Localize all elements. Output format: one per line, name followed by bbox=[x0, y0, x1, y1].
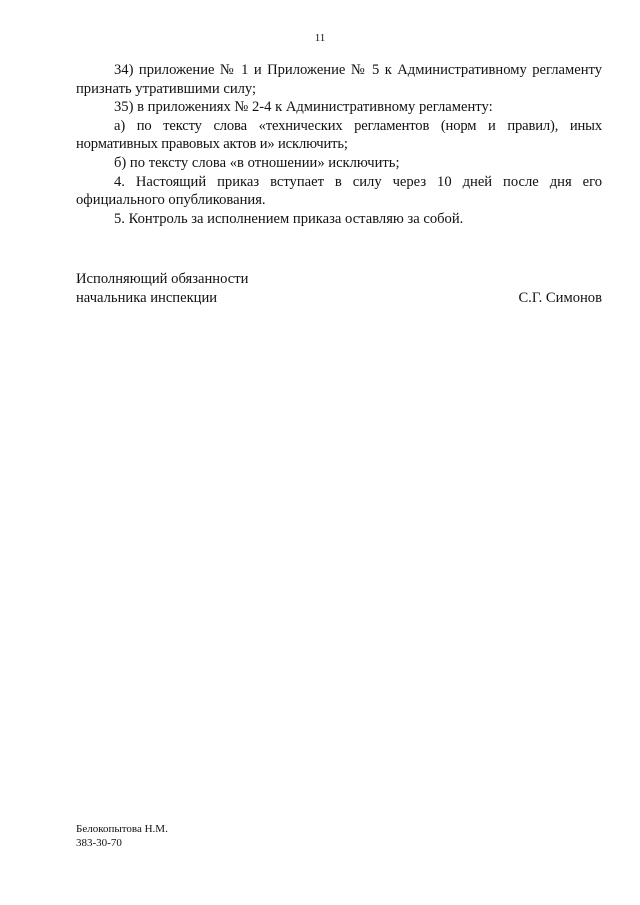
signature-block bbox=[76, 270, 602, 307]
executor-footer bbox=[76, 822, 168, 850]
paragraph-subitem-a: а) по тексту слова «технических регламентов (норм и правил), иных нормативных правовых актов и» исключить; bbox=[76, 117, 602, 153]
paragraph-subitem-b: б) по тексту слова «в отношении» исключить; bbox=[114, 154, 400, 171]
signatory-name: С.Г. Симонов bbox=[518, 289, 602, 306]
document-body bbox=[76, 61, 602, 228]
paragraph-item-34: 34) приложение № 1 и Приложение № 5 к Административному регламенту признать утратившими силу; bbox=[76, 62, 602, 97]
page-number: 11 bbox=[314, 32, 326, 44]
executor-name: Белокопытова Н.М. bbox=[76, 823, 168, 835]
paragraph-item-35: 35) в приложениях № 2-4 к Административному регламенту: bbox=[114, 99, 493, 116]
paragraph-clause-4: 4. Настоящий приказ вступает в силу через 10 дней после дня его официального опубликования. bbox=[76, 173, 602, 209]
paragraph-clause-5: 5. Контроль за исполнением приказа оставляю за собой. bbox=[114, 210, 464, 227]
signature-line bbox=[76, 289, 602, 308]
signatory-position-line1: Исполняющий обязанности bbox=[76, 271, 249, 287]
signatory-position-line2: начальника инспекции bbox=[76, 289, 218, 306]
executor-phone: 383-30-70 bbox=[76, 837, 122, 849]
